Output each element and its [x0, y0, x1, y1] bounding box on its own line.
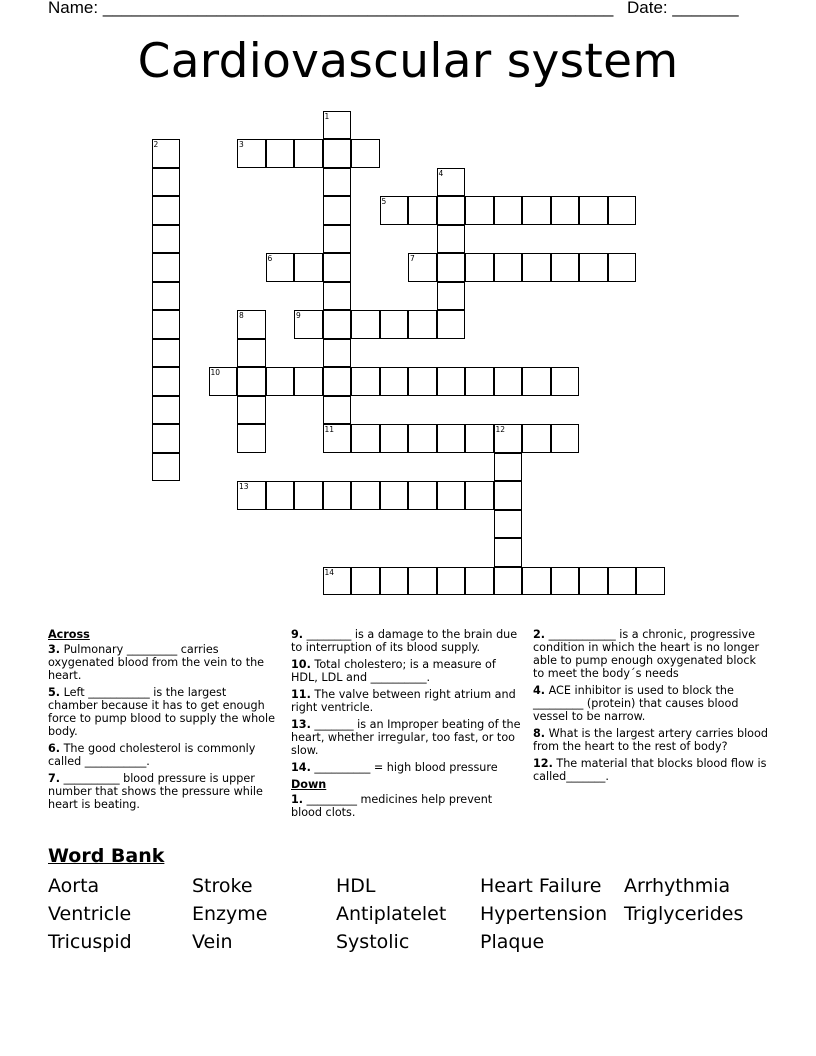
- word-bank-item: Heart Failure: [480, 875, 602, 897]
- clue-across-10: 10. Total cholestero; is a measure of HDL, LDL and __________.: [291, 658, 496, 684]
- clue-number: 1: [324, 111, 330, 121]
- crossword-cell[interactable]: [522, 367, 551, 396]
- crossword-cell[interactable]: [323, 310, 352, 339]
- crossword-cell[interactable]: [408, 567, 437, 596]
- crossword-cell[interactable]: [494, 253, 523, 282]
- crossword-cell[interactable]: [437, 310, 466, 339]
- clue-number: 3: [239, 140, 244, 149]
- down-heading: Down: [291, 778, 327, 791]
- crossword-cell[interactable]: [608, 253, 637, 282]
- crossword-cell[interactable]: [323, 139, 352, 168]
- crossword-cell[interactable]: [579, 253, 608, 282]
- crossword-cell[interactable]: [294, 310, 323, 339]
- crossword-cell[interactable]: [494, 567, 523, 596]
- crossword-cell[interactable]: [408, 310, 437, 339]
- crossword-cell[interactable]: [152, 196, 181, 225]
- word-bank-title: Word Bank: [48, 845, 165, 867]
- crossword-cell[interactable]: [608, 567, 637, 596]
- crossword-cell[interactable]: [579, 567, 608, 596]
- crossword-cell[interactable]: [380, 481, 409, 510]
- crossword-cell[interactable]: [266, 139, 295, 168]
- word-bank-item: Antiplatelet: [336, 903, 447, 925]
- clue-down-1: 1. _________ medicines help prevent blood clots.: [291, 793, 493, 819]
- clue-number: 10: [210, 368, 221, 377]
- crossword-cell[interactable]: [152, 225, 181, 254]
- crossword-cell[interactable]: [494, 367, 523, 396]
- crossword-cell[interactable]: [437, 424, 466, 453]
- crossword-cell[interactable]: [465, 196, 494, 225]
- crossword-cell[interactable]: [437, 282, 466, 311]
- word-bank-item: Plaque: [480, 931, 545, 953]
- crossword-cell[interactable]: [323, 567, 352, 596]
- crossword-cell[interactable]: [152, 453, 181, 482]
- crossword-cell[interactable]: [408, 367, 437, 396]
- word-bank-item: HDL: [336, 875, 376, 897]
- date-label: Date:: [627, 0, 668, 17]
- clue-number: 12: [495, 425, 506, 434]
- crossword-cell[interactable]: [323, 225, 352, 254]
- crossword-cell[interactable]: [551, 253, 580, 282]
- crossword-cell[interactable]: [494, 196, 523, 225]
- clue-across-14: 14. __________ = high blood pressure: [291, 761, 498, 774]
- name-line: ______________________________________________________: [102, 0, 614, 17]
- page-title: Cardiovascular system: [137, 34, 679, 89]
- crossword-cell[interactable]: [522, 196, 551, 225]
- crossword-cell[interactable]: [152, 282, 181, 311]
- crossword-cell[interactable]: [494, 453, 523, 482]
- crossword-cell[interactable]: [323, 196, 352, 225]
- crossword-cell[interactable]: [209, 367, 238, 396]
- crossword-cell[interactable]: [494, 424, 523, 453]
- clue-across-6: 6. The good cholesterol is commonly called ___________.: [48, 742, 256, 768]
- crossword-cell[interactable]: [237, 424, 266, 453]
- crossword-cell[interactable]: [351, 310, 380, 339]
- clue-across-3: 3. Pulmonary _________ carries oxygenated blood from the vein to the heart.: [48, 643, 265, 682]
- clue-number: 11: [324, 425, 335, 434]
- crossword-cell[interactable]: [237, 367, 266, 396]
- clue-across-13: 13. _______ is an Improper beating of the heart, whether irregular, too fast, or too slow.: [291, 718, 521, 757]
- crossword-cell[interactable]: [351, 367, 380, 396]
- name-label: Name:: [48, 0, 99, 17]
- crossword-cell[interactable]: [323, 339, 352, 368]
- crossword-cell[interactable]: [465, 253, 494, 282]
- crossword-cell[interactable]: [237, 396, 266, 425]
- crossword-cell[interactable]: [152, 396, 181, 425]
- crossword-cell[interactable]: [551, 367, 580, 396]
- clue-down-12: 12. The material that blocks blood flow is called_______.: [533, 757, 767, 783]
- clue-number: 9: [296, 311, 301, 320]
- crossword-cell[interactable]: [608, 196, 637, 225]
- crossword-cell[interactable]: [465, 367, 494, 396]
- crossword-cell[interactable]: [408, 424, 437, 453]
- crossword-cell[interactable]: [522, 424, 551, 453]
- crossword-cell[interactable]: [237, 310, 266, 339]
- crossword-cell[interactable]: [323, 396, 352, 425]
- crossword-cell[interactable]: [465, 481, 494, 510]
- crossword-cell[interactable]: [323, 168, 352, 197]
- crossword-cell[interactable]: [380, 567, 409, 596]
- crossword-cell[interactable]: [266, 481, 295, 510]
- clue-across-7: 7. __________ blood pressure is upper number that shows the pressure while heart is beating.: [48, 772, 263, 811]
- word-bank-item: Vein: [192, 931, 233, 953]
- crossword-cell[interactable]: [522, 253, 551, 282]
- crossword-cell[interactable]: [551, 567, 580, 596]
- crossword-cell[interactable]: [152, 139, 181, 168]
- clue-number: 14: [324, 567, 335, 577]
- clue-number: 13: [239, 482, 249, 491]
- clues-column-3: [533, 628, 768, 787]
- crossword-cell[interactable]: [152, 424, 181, 453]
- clue-number: 7: [410, 254, 415, 263]
- crossword-cell[interactable]: [266, 253, 295, 282]
- crossword-cell[interactable]: [294, 253, 323, 282]
- crossword-cell[interactable]: [323, 481, 352, 510]
- crossword-cell[interactable]: [237, 481, 266, 510]
- crossword-cell[interactable]: [323, 282, 352, 311]
- clue-down-8: 8. What is the largest artery carries blood from the heart to the rest of body?: [533, 727, 768, 753]
- crossword-cell[interactable]: [237, 139, 266, 168]
- clue-number: 5: [381, 197, 387, 206]
- clue-number: 4: [438, 168, 444, 178]
- crossword-cell[interactable]: [437, 168, 466, 197]
- crossword-cell[interactable]: [294, 481, 323, 510]
- crossword-cell[interactable]: [380, 196, 409, 225]
- word-bank-item: Enzyme: [192, 903, 268, 925]
- word-bank-item: Stroke: [192, 875, 253, 897]
- crossword-cell[interactable]: [408, 253, 437, 282]
- crossword-cell[interactable]: [551, 424, 580, 453]
- clue-across-9: 9. ________ is a damage to the brain due to interruption of its blood supply.: [291, 628, 518, 654]
- clue-number: 2: [153, 140, 159, 149]
- clues-column-2: [291, 628, 521, 823]
- clue-down-4: 4. ACE inhibitor is used to block the _________ (protein) that causes blood vessel to be narrow.: [533, 684, 739, 723]
- crossword-cell[interactable]: [380, 424, 409, 453]
- crossword-cell[interactable]: [522, 567, 551, 596]
- crossword-cell[interactable]: [465, 424, 494, 453]
- crossword-cell[interactable]: [351, 139, 380, 168]
- crossword-cell[interactable]: [351, 424, 380, 453]
- word-bank-item: Ventricle: [48, 903, 132, 925]
- date-line: _______: [672, 0, 739, 17]
- crossword-cell[interactable]: [494, 510, 523, 539]
- crossword-cell[interactable]: [437, 367, 466, 396]
- crossword-cell[interactable]: [408, 196, 437, 225]
- crossword-cell[interactable]: [465, 567, 494, 596]
- crossword-cell[interactable]: [266, 367, 295, 396]
- crossword-cell[interactable]: [380, 310, 409, 339]
- crossword-cell[interactable]: [152, 339, 181, 368]
- word-bank-item: Tricuspid: [48, 931, 132, 953]
- word-bank-item: Hypertension: [480, 903, 608, 925]
- crossword-cell[interactable]: [237, 339, 266, 368]
- clue-number: 6: [267, 254, 273, 263]
- clue-across-5: 5. Left ___________ is the largest chamber because it has to get enough force to pump blood to supply the whole body.: [48, 686, 276, 738]
- crossword-cell[interactable]: [152, 168, 181, 197]
- word-bank-item: Triglycerides: [624, 903, 744, 925]
- crossword-cell[interactable]: [579, 196, 608, 225]
- crossword-cell[interactable]: [323, 111, 352, 140]
- clue-down-2: 2. ____________ is a chronic, progressive condition in which the heart is no longer able to pump enough oxygenated block to meet the body´s needs: [533, 628, 760, 680]
- crossword-cell[interactable]: [152, 253, 181, 282]
- crossword-cell[interactable]: [437, 225, 466, 254]
- clue-number: 8: [239, 311, 244, 320]
- word-bank-item: Aorta: [48, 875, 100, 897]
- crossword-cell[interactable]: [636, 567, 665, 596]
- crossword-cell[interactable]: [323, 253, 352, 282]
- crossword-cell[interactable]: [380, 367, 409, 396]
- word-bank-item: Arrhythmia: [624, 875, 731, 897]
- crossword-cell[interactable]: [494, 481, 523, 510]
- crossword-cell[interactable]: [323, 424, 352, 453]
- crossword-cell[interactable]: [437, 481, 466, 510]
- crossword-cell[interactable]: [408, 481, 437, 510]
- crossword-cell[interactable]: [294, 367, 323, 396]
- across-heading: Across: [48, 628, 90, 641]
- crossword-cell[interactable]: [437, 196, 466, 225]
- crossword-cell[interactable]: [152, 367, 181, 396]
- crossword-cell[interactable]: [551, 196, 580, 225]
- crossword-cell[interactable]: [294, 139, 323, 168]
- clues-column-1: [48, 628, 278, 815]
- crossword-cell[interactable]: [152, 310, 181, 339]
- crossword-cell[interactable]: [323, 367, 352, 396]
- word-bank-item: Systolic: [336, 931, 410, 953]
- clue-across-11: 11. The valve between right atrium and right ventricle.: [291, 688, 516, 714]
- crossword-cell[interactable]: [437, 567, 466, 596]
- crossword-cell[interactable]: [494, 538, 523, 567]
- crossword-cell[interactable]: [437, 253, 466, 282]
- crossword-cell[interactable]: [351, 481, 380, 510]
- crossword-cell[interactable]: [351, 567, 380, 596]
